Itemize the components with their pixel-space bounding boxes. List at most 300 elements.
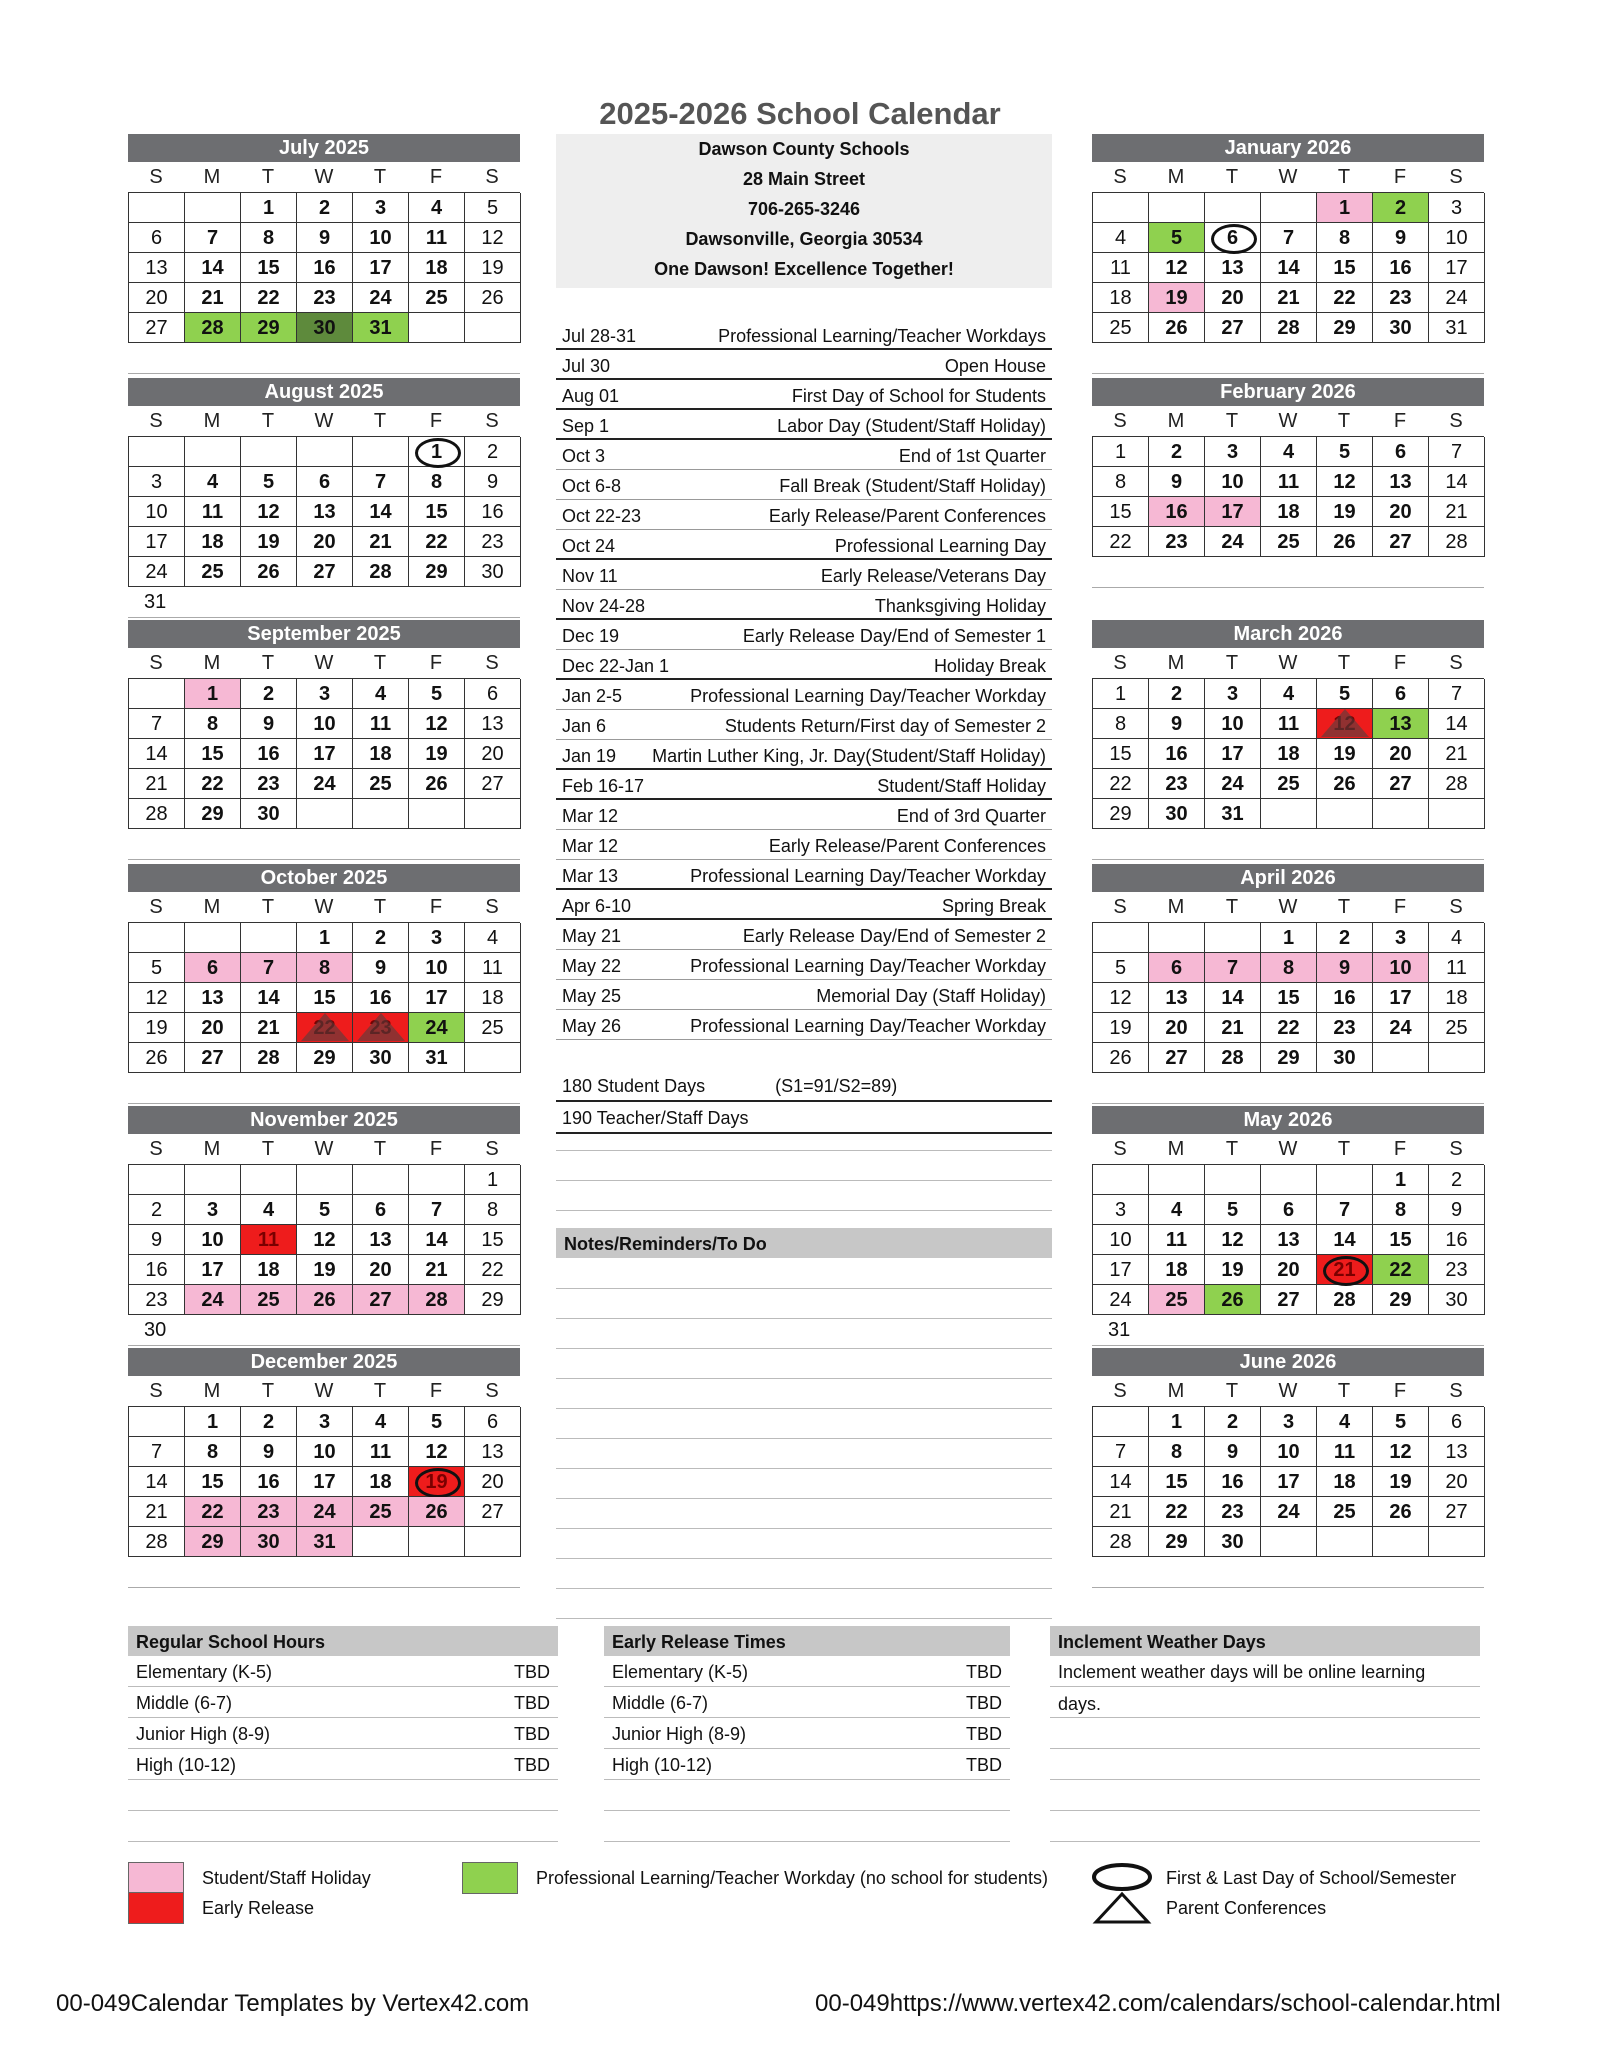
day-grid — [1092, 436, 1484, 557]
month-title: May 2026 — [1092, 1106, 1484, 1134]
event-description: Early Release/Parent Conferences — [768, 506, 1046, 526]
event-row — [556, 800, 1052, 830]
day-cell: 5 — [1317, 679, 1373, 709]
event-row — [556, 380, 1052, 410]
day-cell: 27 — [129, 313, 185, 343]
day-cell: 18 — [1317, 1467, 1373, 1497]
day-cell: 27 — [1373, 527, 1429, 557]
school-info — [556, 134, 1052, 288]
table-row — [128, 1749, 558, 1780]
day-cell: 21 — [241, 1013, 297, 1043]
weekday-header — [1092, 648, 1484, 678]
day-cell: 14 — [1429, 467, 1485, 497]
day-cell: 16 — [1149, 497, 1205, 527]
weekday-header — [128, 1134, 520, 1164]
day-cell: 4 — [353, 679, 409, 709]
event-row — [556, 350, 1052, 380]
notes-line[interactable] — [556, 1588, 1052, 1589]
day-cell: 27 — [1149, 1043, 1205, 1073]
row-value: TBD — [514, 1724, 550, 1744]
day-cell: 23 — [241, 1497, 297, 1527]
day-cell: 30 — [241, 799, 297, 829]
event-description: Labor Day (Student/Staff Holiday) — [777, 416, 1046, 436]
empty-cell — [241, 1165, 297, 1195]
day-cell: 8 — [465, 1195, 521, 1225]
empty-cell — [185, 437, 241, 467]
day-cell: 30 — [1149, 799, 1205, 829]
month-title: October 2025 — [128, 864, 520, 892]
day-grid — [128, 1164, 520, 1315]
day-cell: 19 — [1149, 283, 1205, 313]
day-cell: 13 — [297, 497, 353, 527]
notes-line[interactable] — [556, 1528, 1052, 1529]
day-cell: 24 — [297, 769, 353, 799]
day-cell: 27 — [297, 557, 353, 587]
event-date: Oct 24 — [562, 536, 616, 556]
notes-line[interactable] — [556, 1468, 1052, 1469]
overflow-day: 31 — [1092, 1315, 1484, 1346]
month-title: June 2026 — [1092, 1348, 1484, 1376]
event-row — [556, 770, 1052, 800]
table-row — [604, 1656, 1010, 1687]
day-cell: 1 — [1149, 1407, 1205, 1437]
day-cell: 25 — [1429, 1013, 1485, 1043]
empty-cell — [185, 1165, 241, 1195]
weekday-header — [128, 1376, 520, 1406]
notes-line[interactable] — [556, 1348, 1052, 1349]
event-date: Mar 12 — [562, 806, 619, 826]
day-cell: 11 — [1261, 709, 1317, 739]
day-cell: 7 — [1429, 679, 1485, 709]
weekday-label: F — [1393, 652, 1407, 674]
day-cell: 2 — [1317, 923, 1373, 953]
event-description: Student/Staff Holiday — [877, 776, 1046, 796]
day-cell: 19 — [1317, 497, 1373, 527]
day-cell: 20 — [185, 1013, 241, 1043]
weekday-label: M — [1167, 410, 1185, 432]
day-cell: 6 — [353, 1195, 409, 1225]
day-cell: 27 — [1261, 1285, 1317, 1315]
empty-cell — [1149, 1165, 1205, 1195]
day-cell: 23 — [1429, 1255, 1485, 1285]
legend-conferences-label: Parent Conferences — [1166, 1898, 1327, 1918]
legend-oval-icon — [1090, 1862, 1154, 1926]
day-cell: 18 — [353, 1467, 409, 1497]
day-cell: 15 — [1093, 497, 1149, 527]
event-date: Oct 22-23 — [562, 506, 642, 526]
empty-cell — [1373, 799, 1429, 829]
day-cell: 9 — [241, 709, 297, 739]
row-value: TBD — [966, 1724, 1002, 1744]
event-description: Professional Learning Day/Teacher Workday — [690, 686, 1046, 706]
day-cell: 21 — [1429, 497, 1485, 527]
day-cell: 5 — [129, 953, 185, 983]
event-description: Early Release Day/End of Semester 2 — [742, 926, 1046, 946]
empty-cell — [297, 799, 353, 829]
day-cell: 27 — [465, 769, 521, 799]
month-title: July 2025 — [128, 134, 520, 162]
day-cell: 10 — [297, 1437, 353, 1467]
weekday-label: W — [314, 896, 334, 918]
day-cell: 9 — [353, 953, 409, 983]
event-date: Jan 2-5 — [562, 686, 623, 706]
day-cell: 23 — [129, 1285, 185, 1315]
empty-cell — [1317, 799, 1373, 829]
day-cell: 16 — [1373, 253, 1429, 283]
notes-line[interactable] — [556, 1318, 1052, 1319]
weekday-header — [1092, 1376, 1484, 1406]
empty-cell — [1429, 799, 1485, 829]
day-cell: 29 — [1261, 1043, 1317, 1073]
weekday-header — [1092, 162, 1484, 192]
day-cell: 5 — [297, 1195, 353, 1225]
day-cell: 13 — [1373, 467, 1429, 497]
event-description: Early Release/Parent Conferences — [768, 836, 1046, 856]
day-cell: 15 — [1093, 739, 1149, 769]
month-title: November 2025 — [128, 1106, 520, 1134]
table-row — [1050, 1687, 1480, 1718]
footer-url[interactable]: 00-049https://www.vertex42.com/calendars/school-calendar.html — [815, 1990, 1501, 2017]
early-release-title: Early Release Times — [604, 1626, 1010, 1656]
month-calendar — [1092, 1106, 1484, 1346]
event-description: Thanksgiving Holiday — [874, 596, 1046, 616]
day-cell: 6 — [297, 467, 353, 497]
day-cell: 15 — [297, 983, 353, 1013]
weekday-header — [1092, 406, 1484, 436]
day-cell: 3 — [1373, 923, 1429, 953]
day-cell: 16 — [241, 739, 297, 769]
weekday-label: T — [1225, 1138, 1239, 1160]
legend-pl-swatch — [462, 1862, 518, 1894]
event-date: Apr 6-10 — [562, 896, 632, 916]
day-cell: 13 — [185, 983, 241, 1013]
day-cell: 18 — [409, 253, 465, 283]
empty-cell — [465, 313, 521, 343]
weekday-label: M — [203, 410, 221, 432]
month-calendar — [1092, 1348, 1484, 1588]
day-grid — [1092, 192, 1484, 343]
weekday-label: T — [1225, 410, 1239, 432]
day-cell: 7 — [1093, 1437, 1149, 1467]
staff-days-row — [556, 1102, 1052, 1134]
day-cell: 5 — [241, 467, 297, 497]
day-cell: 30 — [297, 313, 353, 343]
day-cell: 6 — [1373, 437, 1429, 467]
weekday-label: M — [203, 166, 221, 188]
day-cell: 10 — [409, 953, 465, 983]
weekday-label: S — [485, 410, 499, 432]
weekday-label: F — [1393, 166, 1407, 188]
day-cell: 26 — [1317, 769, 1373, 799]
day-cell: 24 — [353, 283, 409, 313]
school-motto: One Dawson! Excellence Together! — [654, 259, 954, 279]
row-label: Elementary (K-5) — [136, 1662, 273, 1682]
month-title: September 2025 — [128, 620, 520, 648]
day-cell: 17 — [353, 253, 409, 283]
day-cell: 21 — [409, 1255, 465, 1285]
day-cell: 21 — [1261, 283, 1317, 313]
empty-cell — [1261, 193, 1317, 223]
empty-cell — [1261, 799, 1317, 829]
day-cell: 7 — [241, 953, 297, 983]
day-cell: 21 — [185, 283, 241, 313]
legend-first-last-label: First & Last Day of School/Semester — [1166, 1868, 1457, 1888]
weekday-label: M — [1167, 896, 1185, 918]
event-description: Holiday Break — [933, 656, 1046, 676]
empty-cell — [129, 193, 185, 223]
day-cell: 9 — [465, 467, 521, 497]
event-description: Professional Learning Day/Teacher Workday — [690, 866, 1046, 886]
month-title: August 2025 — [128, 378, 520, 406]
spacer-row — [1092, 557, 1484, 588]
month-calendar — [1092, 134, 1484, 374]
day-cell: 5 — [1373, 1407, 1429, 1437]
empty-cell — [129, 679, 185, 709]
notes-line[interactable] — [556, 1498, 1052, 1499]
row-value: TBD — [966, 1693, 1002, 1713]
event-date: Dec 19 — [562, 626, 620, 646]
event-description: Professional Learning Day/Teacher Workday — [690, 1016, 1046, 1036]
day-cell: 5 — [409, 1407, 465, 1437]
day-cell: 19 — [409, 1467, 465, 1497]
day-cell: 11 — [1317, 1437, 1373, 1467]
day-cell: 3 — [1093, 1195, 1149, 1225]
table-row — [1050, 1811, 1480, 1842]
day-cell: 24 — [129, 557, 185, 587]
day-cell: 8 — [1317, 223, 1373, 253]
weekday-label: M — [203, 652, 221, 674]
inclement-title: Inclement Weather Days — [1050, 1626, 1480, 1656]
row-value: TBD — [514, 1662, 550, 1682]
weekday-label: W — [1278, 1380, 1298, 1402]
notes-line[interactable] — [556, 1288, 1052, 1289]
day-cell: 23 — [1317, 1013, 1373, 1043]
empty-cell — [129, 1165, 185, 1195]
day-cell: 14 — [1317, 1225, 1373, 1255]
day-cell: 8 — [241, 223, 297, 253]
row-label: Junior High (8-9) — [136, 1724, 271, 1744]
empty-cell — [1149, 923, 1205, 953]
day-grid — [1092, 922, 1484, 1073]
weekday-header — [128, 648, 520, 678]
day-cell: 15 — [1149, 1467, 1205, 1497]
day-cell: 17 — [129, 527, 185, 557]
weekday-label: W — [1278, 410, 1298, 432]
month-calendar — [128, 620, 520, 860]
day-cell: 19 — [297, 1255, 353, 1285]
page-title: 2025-2026 School Calendar — [599, 96, 1001, 131]
day-cell: 25 — [185, 557, 241, 587]
day-cell: 3 — [185, 1195, 241, 1225]
day-cell: 8 — [297, 953, 353, 983]
event-description: Open House — [944, 356, 1046, 376]
weekday-label: T — [1337, 652, 1351, 674]
day-cell: 11 — [353, 709, 409, 739]
day-cell: 9 — [1149, 709, 1205, 739]
day-cell: 7 — [129, 709, 185, 739]
event-date: Oct 6-8 — [562, 476, 622, 496]
day-cell: 24 — [1261, 1497, 1317, 1527]
event-date: Jul 30 — [562, 356, 611, 376]
day-cell: 14 — [129, 1467, 185, 1497]
day-cell: 26 — [297, 1285, 353, 1315]
weekday-label: S — [1449, 652, 1463, 674]
event-row — [556, 590, 1052, 620]
notes-line[interactable] — [556, 1618, 1052, 1619]
event-description: Memorial Day (Staff Holiday) — [816, 986, 1046, 1006]
weekday-label: T — [1225, 1380, 1239, 1402]
day-cell: 12 — [1317, 709, 1373, 739]
day-cell: 11 — [185, 497, 241, 527]
day-grid — [1092, 678, 1484, 829]
event-row — [556, 320, 1052, 350]
event-date: May 26 — [562, 1016, 622, 1036]
day-cell: 29 — [185, 799, 241, 829]
day-cell: 16 — [297, 253, 353, 283]
weekday-label: S — [1449, 896, 1463, 918]
day-cell: 22 — [1149, 1497, 1205, 1527]
day-grid — [128, 678, 520, 829]
day-cell: 5 — [1317, 437, 1373, 467]
weekday-label: W — [314, 1138, 334, 1160]
weekday-label: S — [1449, 1138, 1463, 1160]
day-cell: 17 — [1205, 739, 1261, 769]
day-cell: 9 — [1205, 1437, 1261, 1467]
day-cell: 10 — [353, 223, 409, 253]
day-cell: 16 — [1429, 1225, 1485, 1255]
empty-cell — [409, 799, 465, 829]
day-cell: 11 — [241, 1225, 297, 1255]
event-date: Mar 12 — [562, 836, 619, 856]
day-cell: 14 — [1261, 253, 1317, 283]
empty-cell — [1261, 1165, 1317, 1195]
event-date: Oct 3 — [562, 446, 606, 466]
day-cell: 28 — [409, 1285, 465, 1315]
day-cell: 17 — [1373, 983, 1429, 1013]
weekday-label: S — [1113, 652, 1127, 674]
day-cell: 25 — [353, 1497, 409, 1527]
weekday-label: W — [314, 410, 334, 432]
weekday-label: S — [149, 652, 163, 674]
day-cell: 4 — [1317, 1407, 1373, 1437]
day-cell: 10 — [1205, 709, 1261, 739]
legend-early-release-label: Early Release — [202, 1898, 315, 1918]
legend-holiday-label: Student/Staff Holiday — [202, 1868, 371, 1888]
day-cell: 3 — [353, 193, 409, 223]
day-cell: 19 — [1205, 1255, 1261, 1285]
empty-cell — [409, 1527, 465, 1557]
weekday-label: T — [1337, 1380, 1351, 1402]
day-cell: 23 — [1149, 527, 1205, 557]
day-cell: 11 — [409, 223, 465, 253]
row-label: High (10-12) — [612, 1755, 713, 1775]
event-row — [556, 1010, 1052, 1040]
weekday-label: W — [314, 166, 334, 188]
blank-line — [556, 1150, 1052, 1151]
day-cell: 13 — [465, 709, 521, 739]
day-cell: 13 — [129, 253, 185, 283]
notes-line[interactable] — [556, 1408, 1052, 1409]
day-cell: 19 — [1373, 1467, 1429, 1497]
notes-line[interactable] — [556, 1558, 1052, 1559]
notes-line[interactable] — [556, 1438, 1052, 1439]
day-cell: 17 — [1429, 253, 1485, 283]
weekday-label: W — [1278, 1138, 1298, 1160]
day-cell: 3 — [1205, 437, 1261, 467]
weekday-label: S — [1113, 166, 1127, 188]
day-cell: 29 — [465, 1285, 521, 1315]
month-title: January 2026 — [1092, 134, 1484, 162]
event-row — [556, 530, 1052, 560]
day-cell: 12 — [297, 1225, 353, 1255]
weekday-label: F — [429, 896, 443, 918]
notes-line[interactable] — [556, 1378, 1052, 1379]
day-cell: 14 — [353, 497, 409, 527]
day-cell: 27 — [465, 1497, 521, 1527]
weekday-label: S — [485, 1138, 499, 1160]
day-cell: 8 — [1373, 1195, 1429, 1225]
day-cell: 23 — [1149, 769, 1205, 799]
day-cell: 13 — [1261, 1225, 1317, 1255]
day-cell: 4 — [465, 923, 521, 953]
day-cell: 6 — [1373, 679, 1429, 709]
day-cell: 3 — [1261, 1407, 1317, 1437]
day-cell: 16 — [353, 983, 409, 1013]
empty-cell — [1429, 1043, 1485, 1073]
event-description: Professional Learning/Teacher Workdays — [718, 326, 1046, 346]
day-grid — [128, 1406, 520, 1557]
day-cell: 5 — [409, 679, 465, 709]
day-cell: 25 — [241, 1285, 297, 1315]
empty-cell — [129, 923, 185, 953]
day-cell: 16 — [1317, 983, 1373, 1013]
day-cell: 15 — [1317, 253, 1373, 283]
table-row — [1050, 1749, 1480, 1780]
day-cell: 1 — [1093, 679, 1149, 709]
weekday-label: T — [261, 1380, 275, 1402]
overflow-day: 30 — [128, 1315, 520, 1346]
event-date: Jan 19 — [562, 746, 617, 766]
spacer-row — [1092, 1557, 1484, 1588]
day-cell: 6 — [1205, 223, 1261, 253]
day-cell: 29 — [1373, 1285, 1429, 1315]
day-cell: 1 — [409, 437, 465, 467]
empty-cell — [1093, 923, 1149, 953]
day-cell: 9 — [1429, 1195, 1485, 1225]
day-cell: 21 — [129, 769, 185, 799]
month-calendar — [128, 864, 520, 1104]
inclement-note: Inclement weather days will be online learning days. — [1058, 1662, 1426, 1714]
day-cell: 30 — [1317, 1043, 1373, 1073]
row-value: TBD — [966, 1662, 1002, 1682]
spacer-row — [128, 1557, 520, 1588]
day-cell: 21 — [1317, 1255, 1373, 1285]
day-cell: 2 — [297, 193, 353, 223]
day-cell: 26 — [409, 769, 465, 799]
weekday-label: S — [1449, 166, 1463, 188]
day-cell: 17 — [185, 1255, 241, 1285]
day-cell: 31 — [1205, 799, 1261, 829]
day-cell: 21 — [353, 527, 409, 557]
day-cell: 28 — [129, 799, 185, 829]
spacer — [556, 1040, 1052, 1070]
day-cell: 6 — [1261, 1195, 1317, 1225]
day-cell: 26 — [1149, 313, 1205, 343]
day-cell: 27 — [1373, 769, 1429, 799]
empty-cell — [129, 437, 185, 467]
day-cell: 11 — [1093, 253, 1149, 283]
day-cell: 17 — [1261, 1467, 1317, 1497]
